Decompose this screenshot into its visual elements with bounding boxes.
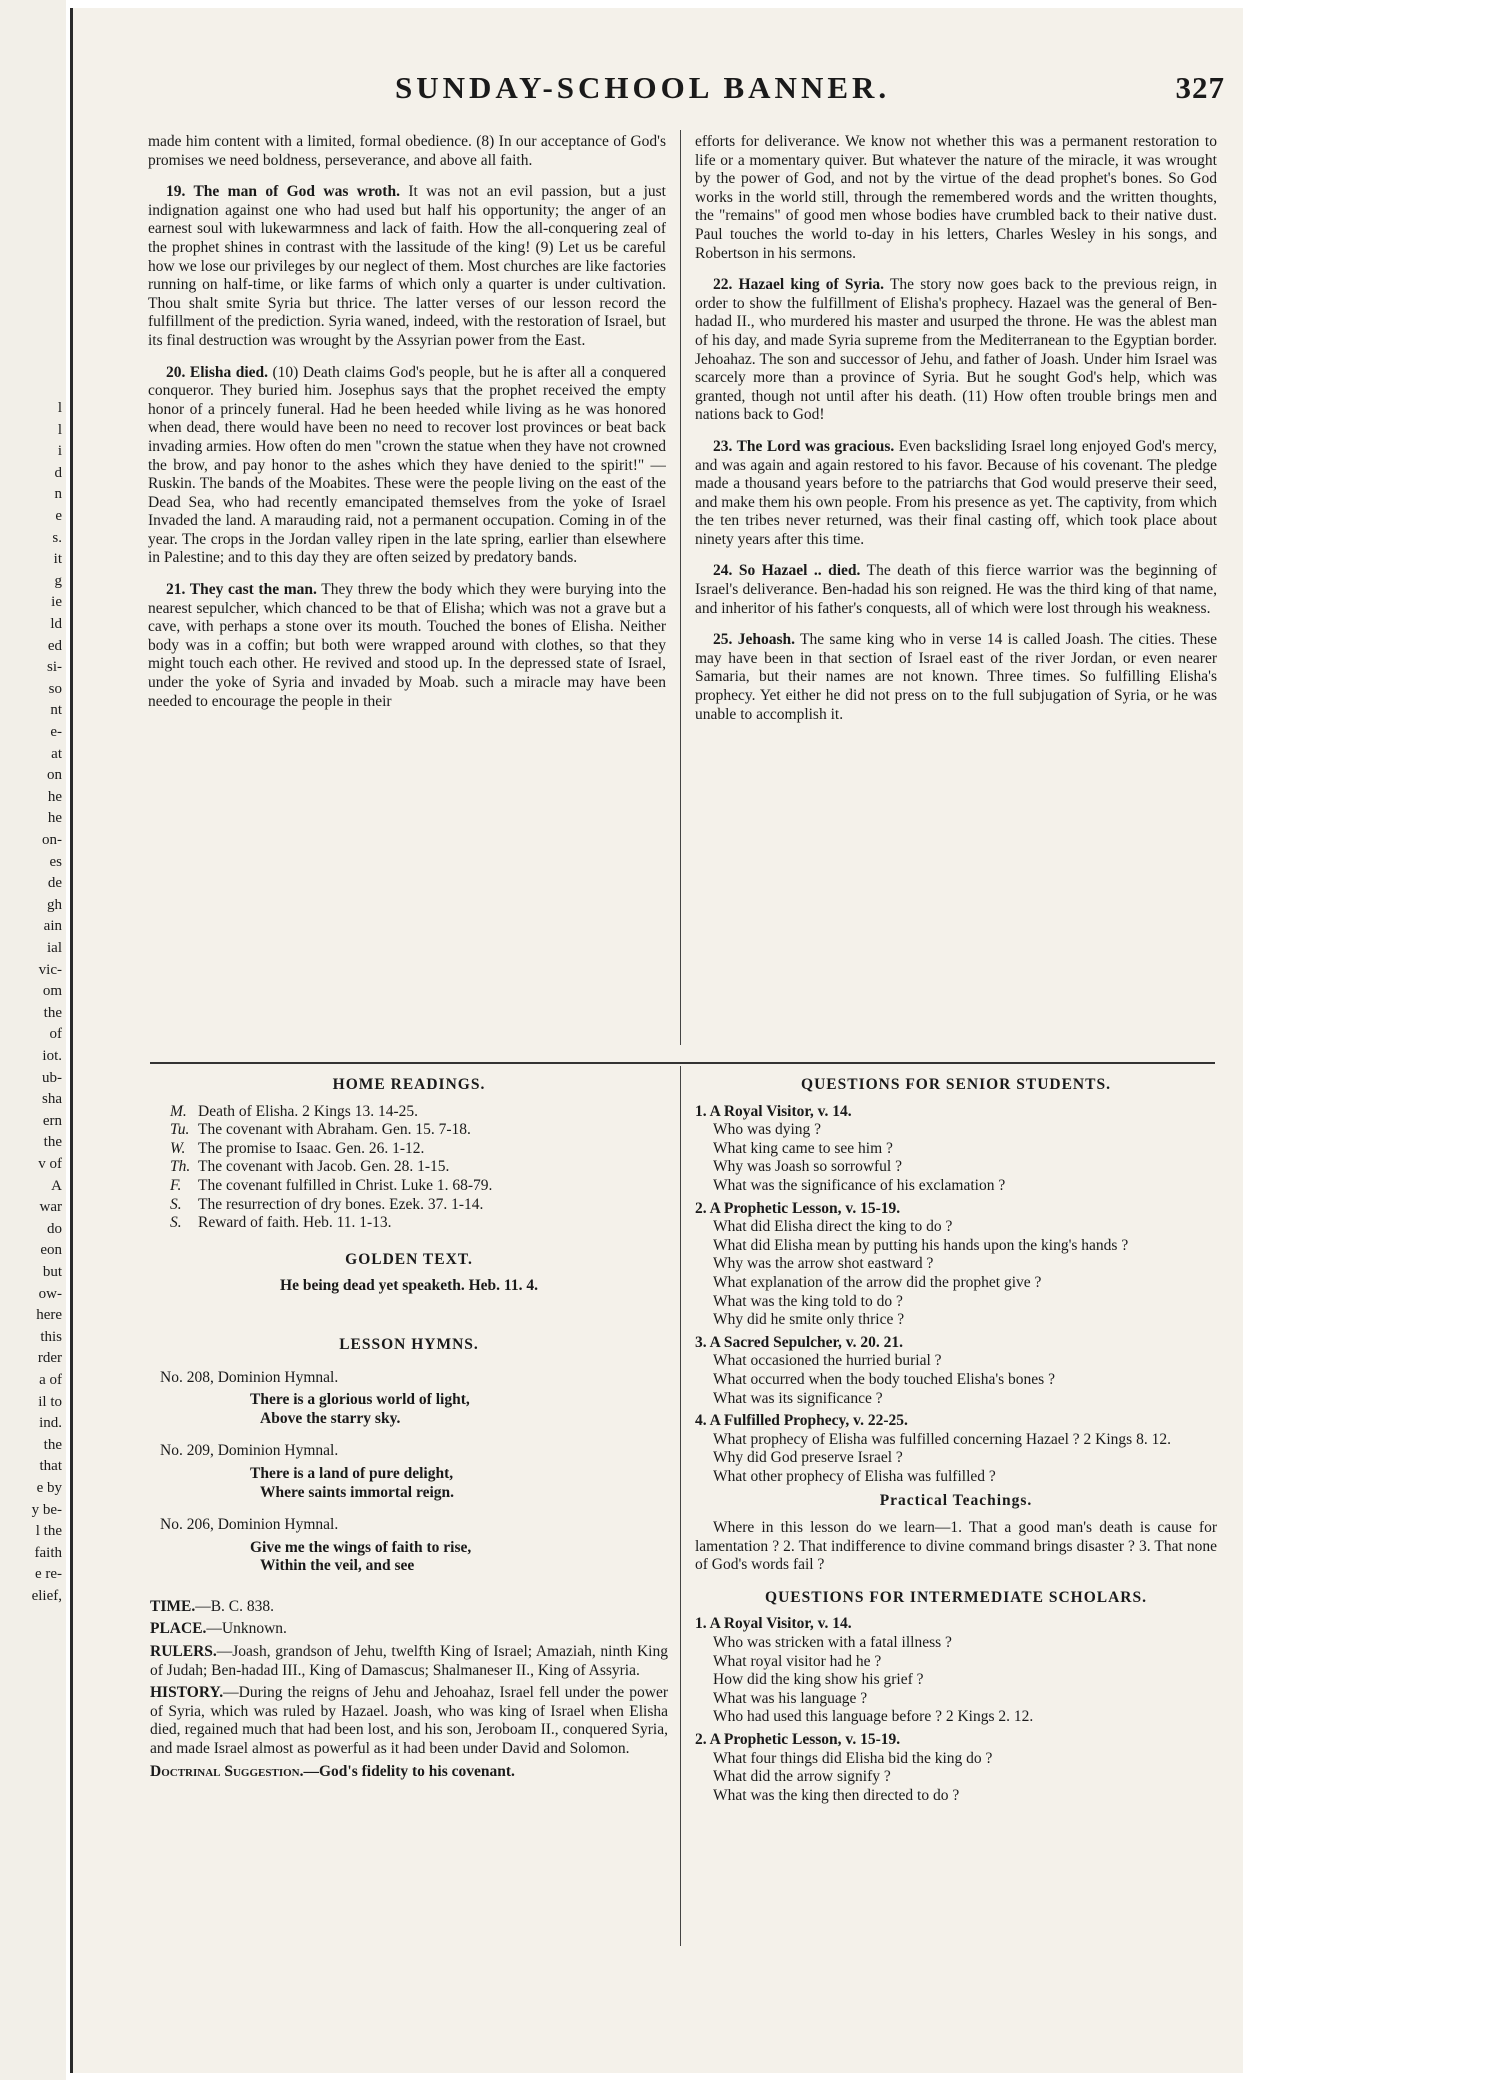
reading-text: Death of Elisha. 2 Kings 13. 14-25. (198, 1102, 418, 1120)
margin-fragment: a of (39, 1372, 62, 1388)
margin-fragment: he (47, 788, 62, 805)
paragraph-text: made him content with a limited, formal obedience. (8) In our acceptance of God's promises we need boldness, perseverance, and above all faith. (148, 133, 666, 169)
question: Why was Joash so sorrowful ? (713, 1158, 902, 1176)
reading-text: The covenant with Jacob. Gen. 28. 1-15. (198, 1158, 450, 1176)
margin-fragment: si- (47, 659, 62, 676)
hymn-line: Above the starry sky. (260, 1409, 401, 1427)
question-group-title: 1. A Royal Visitor, v. 14. (695, 1615, 852, 1633)
margin-fragment: that (39, 1458, 62, 1475)
lesson-hymns-list (150, 1369, 668, 1576)
lesson-time: TIME.—B. C. 838. (150, 1597, 275, 1615)
margin-fragment: ern (42, 1112, 62, 1129)
reading-day: S. (170, 1195, 182, 1213)
margin-fragment: do (47, 1220, 62, 1237)
question: What king came to see him ? (713, 1139, 893, 1157)
margin-fragment: de (47, 875, 62, 892)
paragraph-text: The same king who in verse 14 is called Joash. The cities. These may have been in that section of Israel east of the river Jordan, or even nearer Samaria, but their names are not known. Three times. So fulfilling Elisha's prophecy. Yet either he did not press on to the full subjugation of Syria, or he was unable to accomplish it. (695, 631, 1217, 723)
verse-lead: 22. Hazael king of Syria. (713, 276, 885, 294)
lesson-history: HISTORY.—During the reigns of Jehu and Jehoahaz, Israel fell under the power of Syria, which was ruled by Hazael. Joash, who was king of Israel when Elisha died, regained much that had been lost, and his son, Jeroboam II., conquered Syria, and made Israel almost as powerful as it had been under David and Solomon. (150, 1684, 668, 1758)
column-divider-lower (680, 1066, 681, 1946)
commentary-paragraph (695, 631, 1217, 724)
reading-item (170, 1214, 668, 1233)
question: How did the king show his grief ? (713, 1671, 924, 1689)
margin-fragment: ed (47, 637, 62, 654)
reading-day: W. (170, 1139, 186, 1157)
margin-fragment: it (53, 551, 62, 568)
page-number: 327 (1175, 70, 1225, 105)
margin-fragment: this (40, 1328, 62, 1345)
question: What was his language ? (713, 1689, 868, 1707)
margin-fragment: ial (47, 940, 62, 956)
margin-fragment: war (39, 1199, 62, 1216)
question-group-title: 2. A Prophetic Lesson, v. 15-19. (695, 1731, 901, 1748)
commentary-paragraph (148, 183, 666, 350)
reading-item (170, 1103, 668, 1122)
paragraph-text: (10) Death claims God's people, but he is after all a conquered conqueror. They buried him. Josephus says that the prophet received the empty honor of a princely funeral. Had he been heeded while living as he was honored when dead, there would have been no need to recover lost provinces or beat back invading armies. How often do men "crown the statue when they have not crowned the brow, and pay honor to the ashes which they have denied to the spirit!" —Ruskin. The bands of the Moabites. These were the people living on the east of the Dead Sea, who had recently emancipated themselves from the yoke of Israel Invaded the land. A marauding raid, not a permanent occupation. Coming in of the year. The crops in the Jordan valley ripen in the late spring, earlier than elsewhere in Palestine; and to this day they are often seized by predatory bands. (148, 363, 666, 567)
question: Who had used this language before ? 2 Kings 2. 12. (713, 1708, 1034, 1726)
hymn-line: Within the veil, and see (260, 1557, 415, 1575)
hymn-line: Where saints immortal reign. (260, 1483, 455, 1501)
home-readings-heading: HOME READINGS. (332, 1076, 486, 1093)
reading-text: The promise to Isaac. Gen. 26. 1-12. (198, 1139, 425, 1157)
margin-fragment: rder (37, 1350, 62, 1367)
margin-fragment: l (57, 421, 62, 438)
commentary-paragraph (695, 133, 1217, 263)
margin-fragment: e re- (34, 1566, 62, 1583)
hymn-line: Give me the wings of faith to rise, (250, 1538, 472, 1556)
paragraph-text: Even backsliding Israel long enjoyed God's mercy, and was again and again restored to his favor. Because of his covenant. The pledge made a thousand years before to the patriarchs that God would preserve their seed, and make them his own people. From his presence as yet. The captivity, from which the ten tribes never returned, was their final casting off, which took place about ninety years after this time. (695, 437, 1217, 548)
paragraph-text: The story now goes back to the previous reign, in order to show the fulfillment of Elisha's prophecy. Hazael was the general of Ben-hadad II., who murdered his master and usurped the throne. He was the ablest man of his day, and made Syria supreme from the Mediterranean to the Egyptian border. Jehoahaz. The son and successor of Jehu, and father of Joash. Under him Israel was scarcely more than a province of Syria. But he sought God's help, which was granted, though not until after his death. (11) How often trouble brings men and nations back to God! (695, 276, 1217, 424)
margin-fragment: ld (50, 616, 62, 632)
reading-item (170, 1158, 668, 1177)
reading-text: The resurrection of dry bones. Ezek. 37. 1-14. (198, 1195, 484, 1213)
margin-fragment: i (57, 443, 62, 460)
hymn-number: No. 208, Dominion Hymnal. (160, 1368, 339, 1386)
verse-lead: 23. The Lord was gracious. (713, 437, 895, 455)
reading-day: F. (170, 1176, 182, 1194)
verse-lead: 24. So Hazael .. died. (713, 562, 861, 580)
margin-fragment: ain (43, 918, 62, 935)
question: What other prophecy of Elisha was fulfilled ? (713, 1467, 996, 1485)
question: What occasioned the hurried burial ? (713, 1352, 942, 1370)
reading-item (170, 1196, 668, 1215)
reading-day: M. (170, 1102, 187, 1120)
margin-fragment: l (57, 400, 62, 416)
question: What was the king told to do ? (713, 1292, 903, 1310)
question: What prophecy of Elisha was fulfilled concerning Hazael ? 2 Kings 8. 12. (713, 1430, 1171, 1448)
commentary-paragraph (695, 438, 1217, 550)
question: What four things did Elisha bid the king do ? (713, 1749, 993, 1767)
margin-fragment: the (43, 1436, 62, 1453)
reading-item (170, 1177, 668, 1196)
question: What did Elisha mean by putting his hands upon the king's hands ? (713, 1236, 1129, 1254)
question-group-title: 4. A Fulfilled Prophecy, v. 22-25. (695, 1412, 908, 1430)
paragraph-text: It was not an evil passion, but a just indignation against one who had used but half his opportunity; the anger of an earnest soul with lukewarmness and lack of faith. How the all-conquering zeal of the prophet shines in contrast with the lassitude of the king! (9) Let us be careful how we lose our privileges by our neglect of them. Most churches are like factories running on half-time, or like farms of which only a quarter is under cultivation. Thou shalt smite Syria but thrice. The latter verses of our lesson record the fulfillment of the prediction. Syria waned, indeed, with the restoration of Israel, but its final destruction was wrought by the Assyrian power from the East. (148, 183, 666, 349)
publication-title: SUNDAY-SCHOOL BANNER. (395, 70, 891, 105)
question-group-title: 3. A Sacred Sepulcher, v. 20. 21. (695, 1333, 903, 1351)
margin-fragment: e (55, 508, 62, 524)
verse-lead: 25. Jehoash. (713, 631, 795, 649)
margin-fragment: ind. (39, 1415, 62, 1432)
margin-fragment: gh (47, 896, 62, 913)
golden-text: He being dead yet speaketh. Heb. 11. 4. (280, 1277, 538, 1295)
hymn-line: There is a land of pure delight, (250, 1464, 454, 1482)
verse-lead: 20. Elisha died. (166, 363, 269, 381)
margin-fragment: on (47, 767, 62, 784)
lesson-hymns-heading: LESSON HYMNS. (339, 1335, 479, 1353)
intermediate-questions-list (695, 1615, 1217, 1805)
hymn-number: No. 209, Dominion Hymnal. (160, 1442, 339, 1460)
margin-fragment: the (43, 1004, 62, 1021)
margin-fragment: sha (42, 1091, 62, 1108)
question: What did Elisha direct the king to do ? (713, 1218, 953, 1236)
senior-questions-list (695, 1103, 1217, 1487)
margin-fragment: of (49, 1026, 62, 1043)
margin-fragment: A (51, 1177, 62, 1194)
doctrinal-suggestion: Doctrinal Suggestion.—God's fidelity to his covenant. (150, 1762, 515, 1780)
question: What occurred when the body touched Elisha's bones ? (713, 1370, 1055, 1388)
hymn-line: There is a glorious world of light, (250, 1391, 470, 1409)
commentary-paragraph (148, 581, 666, 711)
margin-fragment: ow- (38, 1285, 62, 1302)
hymn-number: No. 206, Dominion Hymnal. (160, 1516, 339, 1534)
lesson-rulers: RULERS.—Joash, grandson of Jehu, twelfth King of Israel; Amaziah, ninth King of Judah; Ben-hadad III., King of Damascus; Shalmaneser II., King of Assyria. (150, 1643, 668, 1679)
margin-fragment: g (54, 572, 62, 589)
margin-fragment: om (42, 983, 62, 1000)
question: Who was dying ? (713, 1121, 822, 1139)
question: Why did God preserve Israel ? (713, 1449, 903, 1467)
question-group-title: 1. A Royal Visitor, v. 14. (695, 1102, 852, 1120)
question: What royal visitor had he ? (713, 1652, 882, 1670)
question: What explanation of the arrow did the prophet give ? (713, 1273, 1042, 1291)
question: Why was the arrow shot eastward ? (713, 1255, 934, 1273)
margin-fragment: n (54, 486, 62, 503)
lesson-place: PLACE.—Unknown. (150, 1620, 287, 1638)
margin-fragment: es (49, 853, 62, 870)
margin-fragment: l the (35, 1523, 62, 1540)
commentary-column-right (695, 133, 1217, 1058)
commentary-paragraph (148, 133, 666, 170)
question: What was the king then directed to do ? (713, 1786, 960, 1804)
paragraph-text: They threw the body which they were burying into the nearest sepulcher, which chanced to be that of Elisha; which was not a grave but a cave, with perhaps a stone over its mouth. Touched the bones of Elisha. Neither body was in a coffin; but both were wrapped around with clothes, so that they might touch each other. He revived and stood up. In the depressed state of Israel, under the yoke of Syria and invaded by Moab. such a miracle may have been needed to encourage the people in their (148, 581, 666, 710)
commentary-paragraph (695, 276, 1217, 425)
margin-fragment: eon (40, 1242, 62, 1259)
question: What was its significance ? (713, 1389, 883, 1407)
home-readings-list (150, 1103, 668, 1233)
lesson-helps-right (695, 1072, 1217, 1952)
margin-fragment: nt (50, 702, 62, 719)
margin-fragment: vic- (38, 961, 62, 978)
question: Why did he smite only thrice ? (713, 1311, 905, 1329)
margin-fragment: ub- (42, 1069, 62, 1086)
margin-fragment: at (51, 745, 62, 762)
margin-fragment: but (42, 1264, 62, 1280)
margin-fragment: iot. (42, 1048, 62, 1064)
margin-fragment: the (43, 1134, 62, 1151)
margin-fragment: faith (34, 1544, 62, 1561)
reading-day: S. (170, 1214, 182, 1232)
paragraph-text: The death of this fierce warrior was the beginning of Israel's deliverance. Ben-hadad his son reigned. He was the third king of that name, and inheritor of his father's conquests, all of which were lost through his weakness. (695, 562, 1217, 617)
margin-fragment: so (48, 680, 62, 697)
reading-day: Th. (170, 1158, 191, 1176)
reading-item (170, 1140, 668, 1159)
margin-fragment: s. (52, 529, 62, 546)
reading-text: The covenant with Abraham. Gen. 15. 7-18. (198, 1121, 471, 1139)
practical-teachings-heading: Practical Teachings. (879, 1492, 1033, 1510)
paragraph-text: efforts for deliverance. We know not whether this was a permanent restoration to life or a momentary quiver. But whatever the nature of the miracle, it was wrought by the power of God, and not by the virtue of the dead prophet's bones. So God works in the world still, through the remembered words and the written thoughts, the "remains" of good men whose bodies have crumbled back to their native dust. Paul touches the world to-day in his letters, Charles Wesley in his songs, and Robertson in his sermons. (695, 133, 1217, 262)
intermediate-questions-heading: QUESTIONS FOR INTERMEDIATE SCHOLARS. (765, 1588, 1147, 1606)
margin-fragment: on- (42, 832, 62, 848)
margin-fragment: he (47, 810, 62, 827)
commentary-paragraph (148, 364, 666, 569)
senior-questions-heading: QUESTIONS FOR SENIOR STUDENTS. (801, 1076, 1111, 1093)
margin-fragment: ie (51, 594, 62, 611)
question: What did the arrow signify ? (713, 1768, 891, 1786)
margin-fragment: y be- (31, 1501, 62, 1518)
question: What was the significance of his exclamation ? (713, 1176, 1006, 1194)
adjacent-page-edge (0, 0, 66, 2080)
section-divider (150, 1062, 1215, 1064)
margin-fragment: d (54, 464, 62, 481)
verse-lead: 19. The man of God was wroth. (166, 183, 400, 201)
margin-fragment: elief, (31, 1588, 62, 1604)
margin-fragment: here (36, 1307, 62, 1324)
question: Who was stricken with a fatal illness ? (713, 1634, 952, 1652)
verse-lead: 21. They cast the man. (166, 581, 317, 599)
commentary-paragraph (695, 562, 1217, 618)
column-divider (680, 130, 681, 1045)
reading-text: Reward of faith. Heb. 11. 1-13. (198, 1214, 392, 1232)
reading-text: The covenant fulfilled in Christ. Luke 1. 68-79. (198, 1176, 493, 1194)
lesson-helps-left (150, 1072, 668, 1952)
margin-fragment: e by (36, 1480, 62, 1496)
margin-fragment: v of (38, 1156, 62, 1172)
reading-item (170, 1121, 668, 1140)
margin-fragment: il to (38, 1393, 62, 1410)
reading-day: Tu. (170, 1121, 190, 1139)
commentary-column-left (148, 133, 666, 1058)
golden-text-heading: GOLDEN TEXT. (345, 1250, 473, 1268)
practical-teachings-text: Where in this lesson do we learn—1. That a good man's death is cause for lamentation ? 2. That indifference to divine command brings disaster ? 3. That none of God's words fail ? (695, 1519, 1217, 1574)
scan-background (1260, 0, 1504, 2080)
question-group-title: 2. A Prophetic Lesson, v. 15-19. (695, 1199, 901, 1217)
running-header (395, 70, 1225, 110)
margin-fragment: e- (50, 724, 62, 740)
